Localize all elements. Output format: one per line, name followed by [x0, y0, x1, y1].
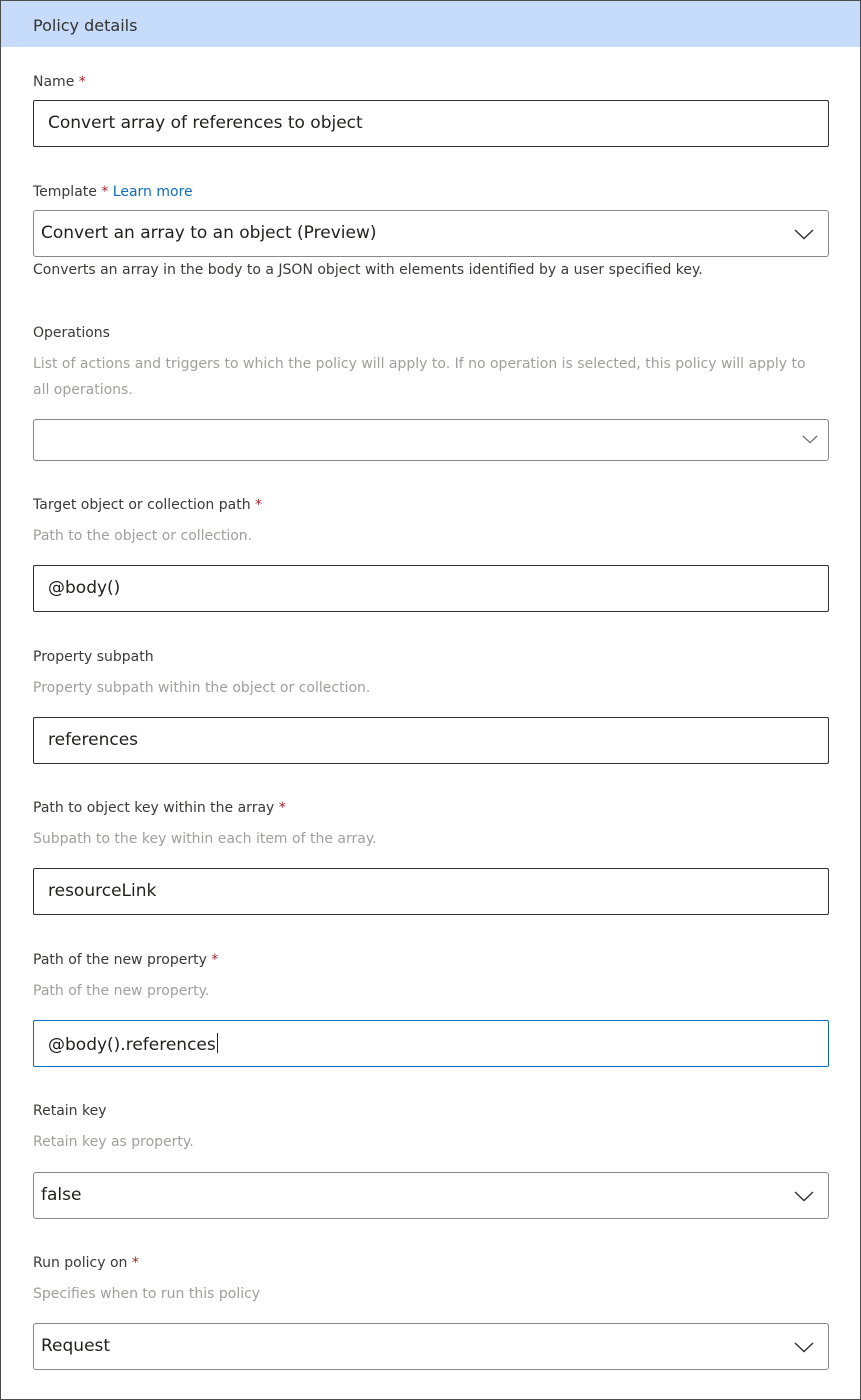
retain-key-description: Retain key as property. — [33, 1134, 194, 1150]
operations-dropdown[interactable] — [33, 419, 829, 461]
target-path-description: Path to the object or collection. — [33, 528, 253, 544]
property-subpath-label-text: Property subpath — [33, 649, 154, 665]
object-key-path-label-text: Path to object key within the array — [33, 800, 275, 816]
required-marker: * — [78, 74, 86, 90]
panel-title: Policy details — [33, 16, 138, 35]
object-key-path-input[interactable] — [33, 868, 829, 915]
object-key-path-label — [33, 800, 286, 816]
name-label — [33, 74, 86, 90]
run-policy-on-dropdown[interactable] — [33, 1323, 829, 1370]
new-property-path-label — [33, 952, 218, 968]
name-input-value: Convert array of references to object — [48, 113, 363, 133]
run-policy-on-label — [33, 1255, 139, 1271]
name-input[interactable] — [33, 100, 829, 147]
new-property-path-description: Path of the new property. — [33, 983, 210, 999]
name-label-text: Name — [33, 74, 75, 90]
operations-label-text: Operations — [33, 325, 110, 341]
template-label — [33, 184, 193, 200]
object-key-path-description: Subpath to the key within each item of the array. — [33, 831, 377, 847]
target-path-label — [33, 497, 262, 513]
run-policy-on-label-text: Run policy on — [33, 1255, 128, 1271]
required-marker: * — [211, 952, 219, 968]
template-dropdown[interactable] — [33, 210, 829, 257]
template-dropdown-value: Convert an array to an object (Preview) — [41, 223, 377, 243]
chevron-down-icon — [794, 1337, 814, 1357]
property-subpath-input[interactable] — [33, 717, 829, 764]
new-property-path-input[interactable] — [33, 1020, 829, 1067]
operations-description: List of actions and triggers to which the policy will apply to. If no operation is selected, this policy will apply to all operations. — [33, 356, 806, 398]
template-label-text: Template — [33, 184, 97, 200]
target-path-input-value: @body() — [48, 578, 121, 598]
new-property-path-text: @body().references — [48, 1035, 216, 1055]
property-subpath-description: Property subpath within the object or collection. — [33, 680, 371, 696]
operations-label — [33, 325, 110, 341]
template-helper-text: Converts an array in the body to a JSON object with elements identified by a user specified key. — [33, 262, 703, 278]
new-property-path-label-text: Path of the new property — [33, 952, 207, 968]
chevron-down-icon — [802, 431, 818, 447]
text-cursor — [217, 1033, 218, 1053]
required-marker: * — [278, 800, 286, 816]
retain-key-label-text: Retain key — [33, 1103, 107, 1119]
property-subpath-input-value: references — [48, 730, 139, 750]
required-marker: * — [101, 184, 109, 200]
retain-key-dropdown[interactable] — [33, 1172, 829, 1219]
chevron-down-icon — [794, 224, 814, 244]
run-policy-on-description: Specifies when to run this policy — [33, 1286, 261, 1302]
retain-key-dropdown-value: false — [41, 1185, 82, 1205]
required-marker: * — [255, 497, 263, 513]
required-marker: * — [131, 1255, 139, 1271]
retain-key-label — [33, 1103, 107, 1119]
chevron-down-icon — [794, 1186, 814, 1206]
property-subpath-label — [33, 649, 154, 665]
target-path-label-text: Target object or collection path — [33, 497, 251, 513]
new-property-path-input-value — [48, 1033, 218, 1055]
run-policy-on-dropdown-value: Request — [41, 1336, 111, 1356]
panel-header — [1, 1, 860, 47]
target-path-input[interactable] — [33, 565, 829, 612]
learn-more-link[interactable]: Learn more — [112, 184, 193, 200]
object-key-path-input-value: resourceLink — [48, 881, 157, 901]
